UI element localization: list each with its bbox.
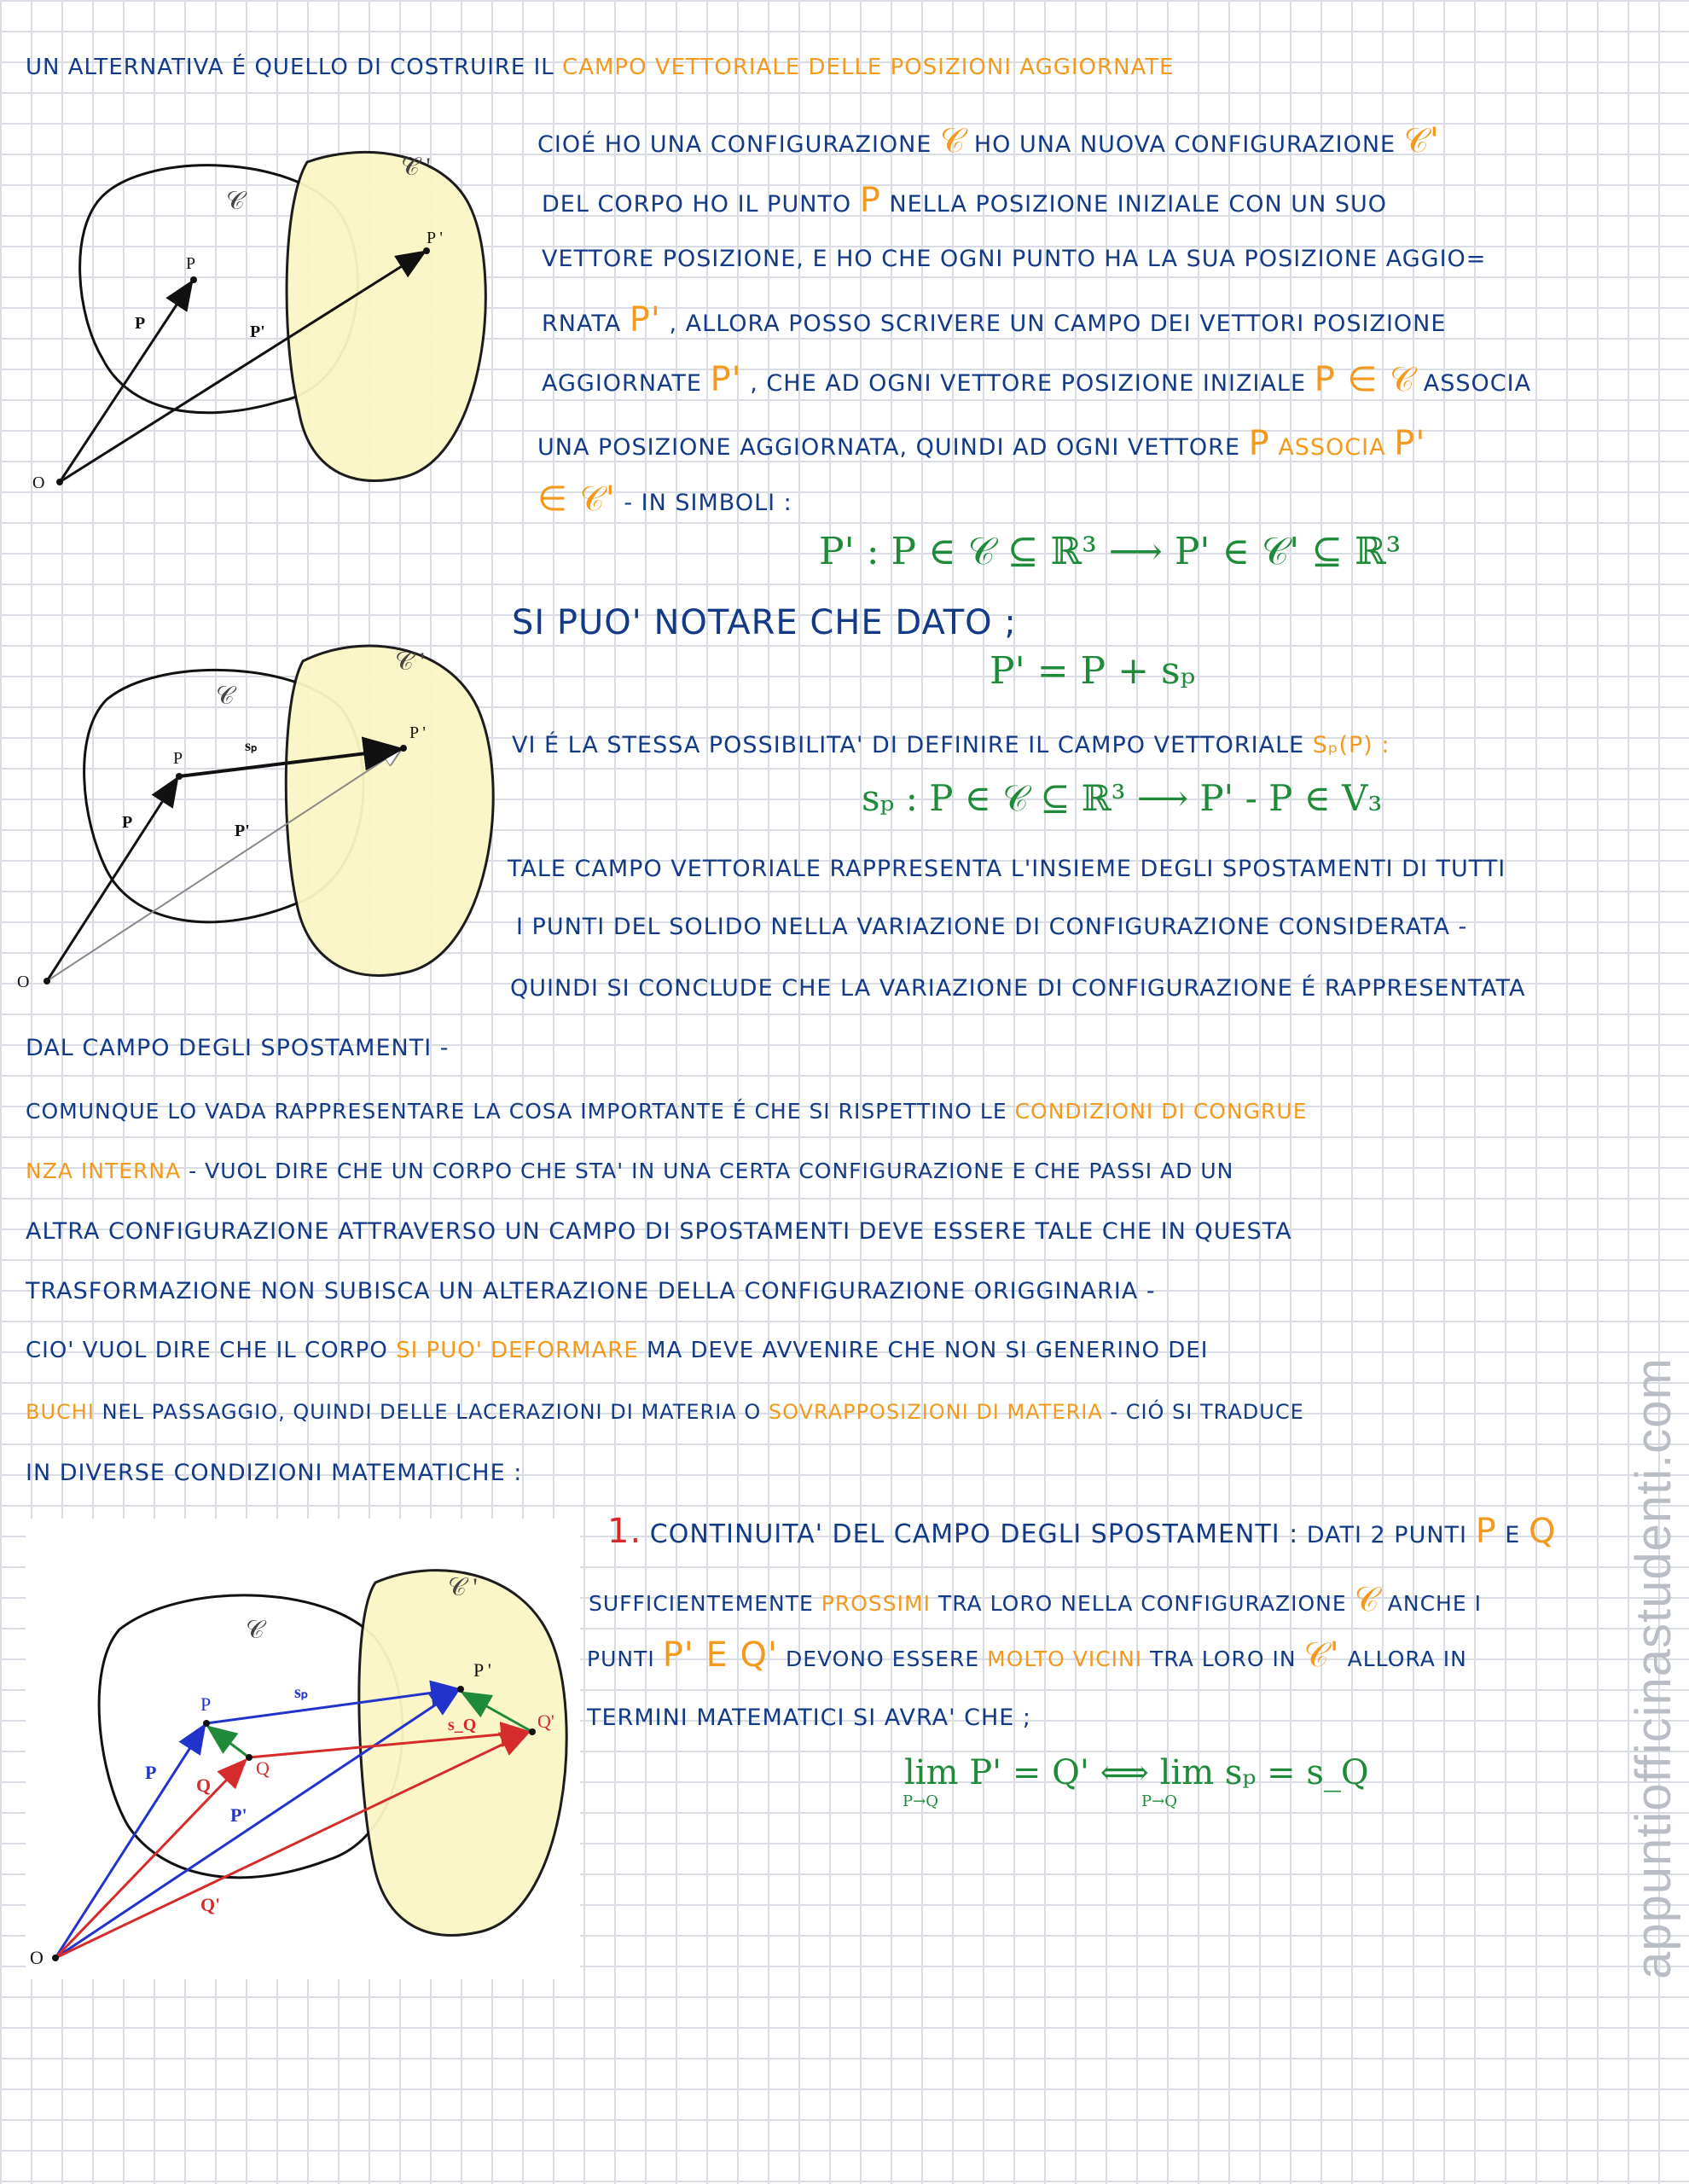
- intro-highlight: CAMPO VETTORIALE DELLE POSIZIONI AGGIORNATE: [562, 55, 1175, 80]
- label-vec-p: P: [122, 813, 133, 832]
- label-point-q: Q: [256, 1757, 270, 1779]
- label-point-qprime: Q': [537, 1711, 554, 1732]
- p3-line1: DAL CAMPO DEGLI SPOSTAMENTI -: [26, 1035, 450, 1061]
- p1-line3: VETTORE POSIZIONE, E HO CHE OGNI PUNTO HA LA SUA POSIZIONE AGGIO=: [542, 246, 1487, 272]
- label-cprime: 𝒞 ': [401, 153, 431, 181]
- label-origin: O: [32, 473, 45, 492]
- label-point-p: P: [200, 1693, 212, 1715]
- label-point-p: P: [186, 254, 196, 273]
- label-c: 𝒞: [216, 682, 235, 710]
- p3-line8: IN DIVERSE CONDIZIONI MATEMATICHE :: [26, 1460, 523, 1486]
- intro-text: UN ALTERNATIVA É QUELLO DI COSTRUIRE IL: [26, 55, 554, 80]
- label-point-pprime: P ': [473, 1659, 491, 1681]
- p4-line3: PUNTI P' E Q' DEVONO ESSERE MOLTO VICINI TRA LORO IN 𝒞' ALLORA IN: [587, 1635, 1467, 1675]
- p3-line4: ALTRA CONFIGURAZIONE ATTRAVERSO UN CAMPO DI SPOSTAMENTI DEVE ESSERE TALE CHE IN QUESTA: [26, 1218, 1292, 1245]
- label-vec-pprime: P': [235, 822, 250, 840]
- formula-continuity: lim P' = Q' ⟺ lim sₚ = s_Q: [904, 1753, 1369, 1792]
- p1-line4: RNATA P' , ALLORA POSSO SCRIVERE UN CAMPO DEI VETTORI POSIZIONE: [542, 300, 1447, 340]
- label-vec-q: Q: [196, 1774, 212, 1796]
- p3-line7: BUCHI NEL PASSAGGIO, QUINDI DELLE LACERAZIONI DI MATERIA O SOVRAPPOSIZIONI DI MATERIA - CIÓ SI TRADUCE: [26, 1400, 1304, 1424]
- label-vec-p: P: [135, 314, 146, 333]
- p4-line4: TERMINI MATEMATICI SI AVRA' CHE ;: [587, 1705, 1031, 1731]
- p4-line1: 1. CONTINUITA' DEL CAMPO DEGLI SPOSTAMENTI : DATI 2 PUNTI P E Q: [607, 1512, 1557, 1551]
- intro-line: [26, 56, 1175, 78]
- p1-line5: AGGIORNATE P' , CHE AD OGNI VETTORE POSIZIONE INIZIALE P ∈ 𝒞 ASSOCIA: [542, 360, 1532, 399]
- label-origin: O: [17, 973, 30, 991]
- label-sp: sₚ: [245, 737, 258, 754]
- p1-line2: DEL CORPO HO IL PUNTO P NELLA POSIZIONE INIZIALE CON UN SUO: [542, 181, 1388, 220]
- figure-displacement: [13, 597, 508, 998]
- figure-continuity: [26, 1519, 580, 1979]
- formula-displacement-field: sₚ : P ∈ 𝒞 ⊆ ℝ³ ⟶ P' - P ∈ V₃: [862, 777, 1383, 819]
- p3-line6: CIO' VUOL DIRE CHE IL CORPO SI PUO' DEFORMARE MA DEVE AVVENIRE CHE NON SI GENERINO DEI: [26, 1338, 1209, 1363]
- label-vec-pprime: P': [230, 1804, 247, 1826]
- label-cprime: 𝒞 ': [448, 1573, 478, 1601]
- vector-p: [47, 778, 177, 981]
- config-cprime-region: [287, 152, 485, 480]
- label-point-p: P: [173, 749, 183, 768]
- p3-line5: TRASFORMAZIONE NON SUBISCA UN ALTERAZIONE DELLA CONFIGURAZIONE ORIGGINARIA -: [26, 1278, 1156, 1304]
- figure-configuration: [26, 102, 503, 503]
- vector-p: [60, 282, 192, 482]
- lim-subscript-2: P→Q: [1141, 1792, 1177, 1810]
- label-sq: s_Q: [448, 1716, 477, 1734]
- p2-line3: TALE CAMPO VETTORIALE RAPPRESENTA L'INSIEME DEGLI SPOSTAMENTI DI TUTTI: [508, 856, 1506, 882]
- config-cprime-region: [286, 646, 493, 975]
- label-c: 𝒞: [246, 1616, 264, 1644]
- formula-position-field: P' : P ∈ 𝒞 ⊆ ℝ³ ⟶ P' ∈ 𝒞' ⊆ ℝ³: [819, 530, 1402, 573]
- p3-line2: COMUNQUE LO VADA RAPPRESENTARE LA COSA IMPORTANTE É CHE SI RISPETTINO LE CONDIZIONI DI CONGRUE: [26, 1099, 1308, 1124]
- label-vec-p: P: [145, 1762, 157, 1783]
- p1-line6: UNA POSIZIONE AGGIORNATA, QUINDI AD OGNI VETTORE P ASSOCIA P': [537, 424, 1426, 463]
- p2-line5: QUINDI SI CONCLUDE CHE LA VARIAZIONE DI CONFIGURAZIONE É RAPPRESENTATA: [510, 975, 1526, 1002]
- label-point-pprime: P ': [427, 229, 443, 247]
- p1-line1: CIOÉ HO UNA CONFIGURAZIONE 𝒞 HO UNA NUOVA CONFIGURAZIONE 𝒞': [537, 121, 1440, 160]
- lim-subscript-1: P→Q: [903, 1792, 938, 1810]
- label-point-pprime: P ': [409, 723, 426, 742]
- formula-pprime: P' = P + sₚ: [990, 649, 1196, 693]
- label-c: 𝒞: [226, 187, 245, 215]
- config-cprime-region: [359, 1571, 566, 1936]
- p2-line2: VI É LA STESSA POSSIBILITA' DI DEFINIRE IL CAMPO VETTORIALE Sₚ(P) :: [512, 732, 1390, 758]
- label-vec-qprime: Q': [200, 1894, 221, 1915]
- label-cprime: 𝒞 ': [395, 648, 425, 676]
- watermark: appuntiofficinastudenti.com: [1626, 1357, 1681, 1979]
- item-number: 1.: [607, 1512, 642, 1551]
- label-origin: O: [30, 1947, 44, 1968]
- label-vec-pprime: P': [250, 322, 265, 341]
- p2-line1: SI PUO' NOTARE CHE DATO ;: [512, 603, 1017, 642]
- p1-line7: ∈ 𝒞' - IN SIMBOLI :: [537, 479, 792, 519]
- label-sp: sₚ: [294, 1683, 309, 1702]
- p4-line2: SUFFICIENTEMENTE PROSSIMI TRA LORO NELLA CONFIGURAZIONE 𝒞 ANCHE I: [589, 1580, 1482, 1619]
- p3-line3: NZA INTERNA - VUOL DIRE CHE UN CORPO CHE STA' IN UNA CERTA CONFIGURAZIONE E CHE PASSI AD UN: [26, 1159, 1234, 1183]
- p2-line4: I PUNTI DEL SOLIDO NELLA VARIAZIONE DI CONFIGURAZIONE CONSIDERATA -: [516, 914, 1468, 940]
